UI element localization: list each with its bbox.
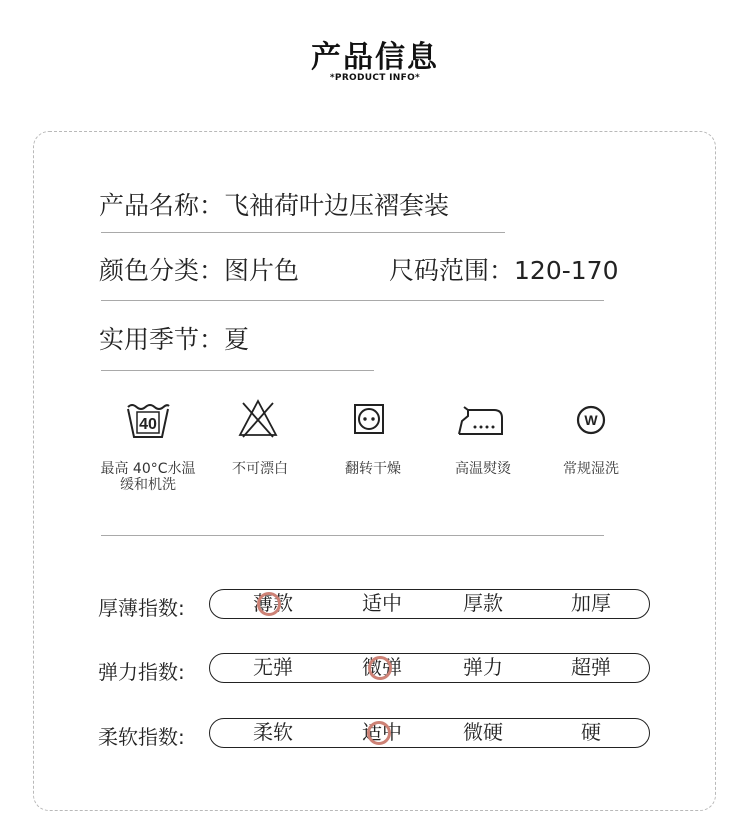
care-label-wash-line2: 缓和机洗	[120, 477, 176, 493]
care-label-bleach: 不可漂白	[232, 461, 288, 477]
no-bleach-icon	[237, 397, 279, 439]
thickness-index-label: 厚薄指数:	[98, 596, 185, 620]
thickness-option: 厚款	[463, 591, 503, 615]
divider	[101, 535, 604, 536]
season-row	[99, 320, 249, 356]
product-name-row	[99, 186, 449, 222]
care-label-iron: 高温熨烫	[455, 461, 511, 477]
thickness-option: 适中	[362, 591, 402, 615]
thickness-selected-marker	[257, 592, 281, 616]
care-label-wash	[88, 461, 208, 493]
softness-selected-marker	[367, 721, 391, 745]
elasticity-selected-marker	[368, 656, 392, 680]
elasticity-option: 无弹	[253, 655, 293, 679]
size-row	[389, 251, 618, 287]
wet-clean-icon	[575, 404, 607, 436]
color-label: 颜色分类：	[99, 256, 225, 285]
divider	[101, 370, 374, 371]
softness-option: 柔软	[253, 720, 293, 744]
care-label-wash-line1: 最高 40°C水温	[100, 461, 196, 477]
elasticity-option: 弹力	[463, 655, 503, 679]
softness-index-label: 柔软指数:	[98, 725, 185, 749]
size-value: 120-170	[514, 256, 619, 285]
size-label: 尺码范围：	[389, 256, 515, 285]
wet-clean-letter: W	[584, 412, 598, 428]
wash-40-icon	[125, 401, 171, 441]
color-value: 图片色	[224, 256, 300, 285]
elasticity-index-label: 弹力指数:	[98, 660, 185, 684]
season-label: 实用季节：	[99, 325, 225, 354]
elasticity-index-scale	[209, 653, 650, 683]
page-title: 产品信息	[311, 40, 439, 75]
tumble-dry-icon	[353, 403, 385, 435]
iron-icon	[456, 405, 504, 437]
season-value: 夏	[224, 325, 250, 354]
divider	[101, 232, 505, 233]
product-name-value: 飞袖荷叶边压褶套装	[224, 191, 450, 220]
softness-option: 微硬	[463, 720, 503, 744]
care-label-wet: 常规湿洗	[563, 461, 619, 477]
elasticity-option: 微弹	[362, 655, 402, 679]
elasticity-option: 超弹	[571, 655, 611, 679]
softness-option: 适中	[362, 720, 402, 744]
color-row	[99, 251, 299, 287]
product-name-label: 产品名称：	[99, 191, 225, 220]
thickness-option: 薄款	[253, 591, 293, 615]
page-subtitle: *PRODUCT INFO*	[329, 73, 421, 83]
softness-option: 硬	[581, 720, 601, 744]
wash-temp-text: 40	[139, 416, 157, 433]
divider	[101, 300, 604, 301]
thickness-option: 加厚	[571, 591, 611, 615]
softness-index-scale	[209, 718, 650, 748]
care-label-dry: 翻转干燥	[345, 461, 401, 477]
